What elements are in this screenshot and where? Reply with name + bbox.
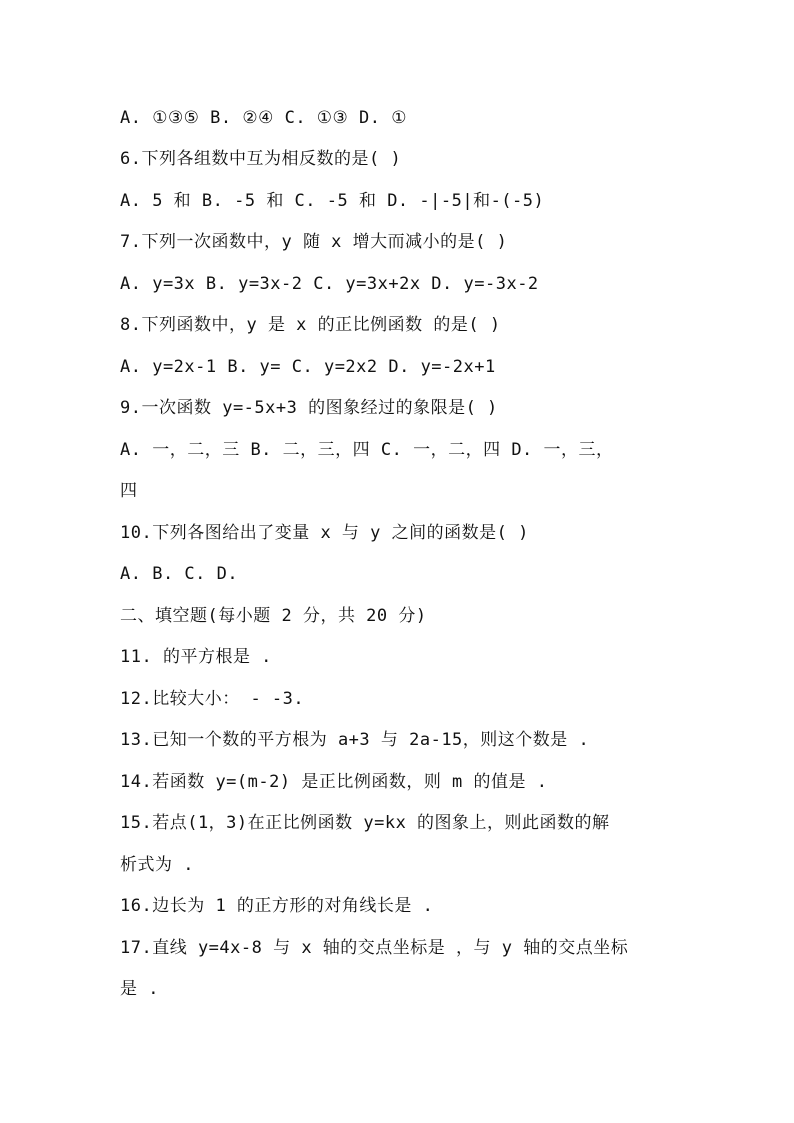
q15: 15.若点(1，3)在正比例函数 y=kx 的图象上，则此函数的解: [120, 813, 610, 833]
q8-options: A. y=2x-1 B. y= C. y=2x2 D. y=-2x+1: [120, 357, 496, 377]
q13: 13.已知一个数的平方根为 a+3 与 2a-15，则这个数是 .: [120, 730, 590, 750]
q17-continued: 是 .: [120, 979, 159, 999]
q6-stem: 6.下列各组数中互为相反数的是( ): [120, 149, 402, 169]
q7-options: A. y=3x B. y=3x-2 C. y=3x+2x D. y=-3x-2: [120, 274, 539, 294]
q7-stem: 7.下列一次函数中，y 随 x 增大而减小的是( ): [120, 232, 508, 252]
q5-options: A. ①③⑤ B. ②④ C. ①③ D. ①: [120, 108, 407, 128]
q11: 11. 的平方根是 .: [120, 647, 272, 667]
q10-stem: 10.下列各图给出了变量 x 与 y 之间的函数是( ): [120, 523, 529, 543]
q6-options: A. 5 和 B. -5 和 C. -5 和 D. -|-5|和-(-5): [120, 191, 545, 211]
q9-stem: 9.一次函数 y=-5x+3 的图象经过的象限是( ): [120, 398, 498, 418]
q15-continued: 析式为 .: [120, 855, 194, 875]
q10-options: A. B. C. D.: [120, 564, 239, 584]
q12: 12.比较大小： - -3.: [120, 689, 305, 709]
section-heading: 二、填空题(每小题 2 分，共 20 分): [120, 606, 427, 626]
q9-options-continued: 四: [120, 481, 138, 501]
q9-options: A. 一，二，三 B. 二，三，四 C. 一，二，四 D. 一，三，: [120, 440, 614, 460]
q16: 16.边长为 1 的正方形的对角线长是 .: [120, 896, 434, 916]
q17: 17.直线 y=4x-8 与 x 轴的交点坐标是 ，与 y 轴的交点坐标: [120, 938, 629, 958]
q8-stem: 8.下列函数中，y 是 x 的正比例函数 的是( ): [120, 315, 501, 335]
q14: 14.若函数 y=(m-2) 是正比例函数，则 m 的值是 .: [120, 772, 548, 792]
